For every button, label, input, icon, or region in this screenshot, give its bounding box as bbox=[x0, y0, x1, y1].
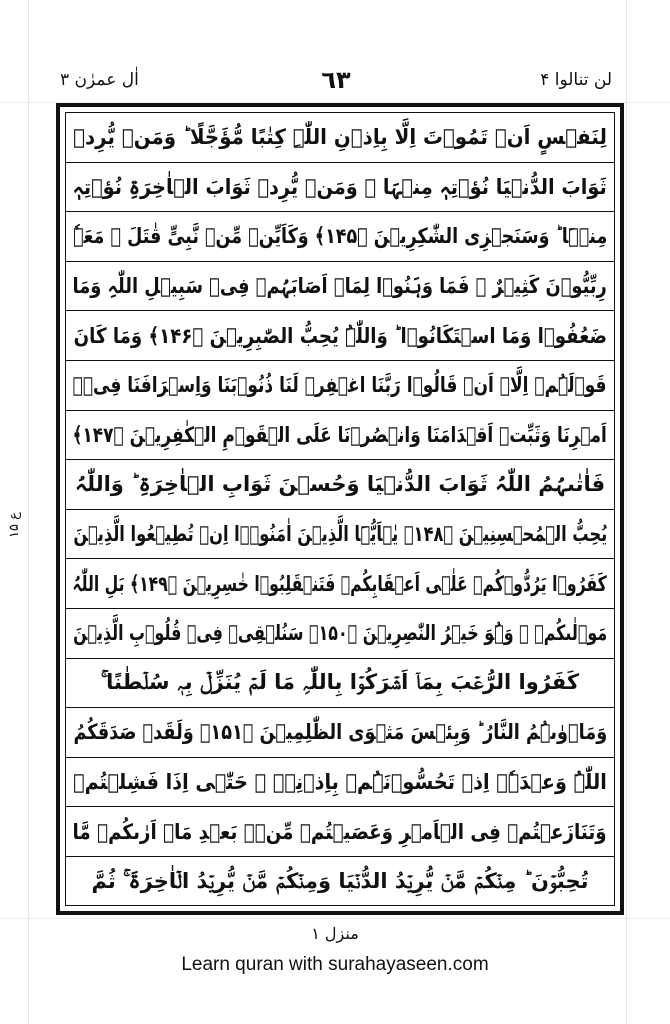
verse-line bbox=[66, 659, 614, 709]
verse-line-text: لِنَفۡسٍ اَنۡ تَمُوۡتَ اِلَّا بِاِذۡنِ اللّٰہِ کِتٰبًا مُّؤَجَّلًا ؕ وَمَنۡ یُّرِدۡ bbox=[73, 125, 607, 150]
verse-line-text: مَوۡلٰىکُمۡ ۚ وَہُوَ خَیۡرُ النّٰصِرِیۡنَ ﴿۱۵۰﴾ سَنُلۡقِیۡ فِیۡ قُلُوۡبِ الَّذِیۡنَ bbox=[73, 621, 607, 646]
verse-line bbox=[66, 609, 614, 659]
page-fold-right bbox=[626, 0, 627, 1024]
verse-line-text: تُحِبُّوۡنَ ؕ مِنۡکُمۡ مَّنۡ یُّرِیۡدُ الدُّنۡیَا وَمِنۡکُمۡ مَّنۡ یُّرِیۡدُ الۡاٰخِرَۃَ ۚ ثُمَّ bbox=[91, 869, 589, 894]
verse-line-text: فَاٰتٰىہُمُ اللّٰہُ ثَوَابَ الدُّنۡیَا وَحُسۡنَ ثَوَابِ الۡاٰخِرَۃِ ؕ وَاللّٰہُ bbox=[74, 472, 606, 497]
verse-line bbox=[66, 460, 614, 510]
verse-line-text: کَفَرُوۡا یَرُدُّوۡکُمۡ عَلٰۤی اَعۡقَابِکُمۡ فَتَنۡقَلِبُوۡا خٰسِرِیۡنَ ﴿۱۴۹﴾ بَلِ اللّٰہُ bbox=[72, 571, 608, 596]
ruku-marker: ع ۱۵ bbox=[7, 512, 22, 538]
verse-line bbox=[66, 758, 614, 808]
website-credit: Learn quran with surahayaseen.com bbox=[181, 954, 489, 975]
verse-line bbox=[66, 857, 614, 907]
verse-line-text: مِنۡہَا ؕ وَسَنَجۡزِی الشّٰکِرِیۡنَ ﴿۱۴۵﴾ وَکَاَیِّنۡ مِّنۡ نَّبِیٍّ قٰتَلَ ۙ مَعَہٗ bbox=[72, 224, 608, 249]
page-header bbox=[60, 66, 612, 100]
verse-line-text: اللّٰہُ وَعۡدَہٗۤ اِذۡ تَحُسُّوۡنَہُمۡ بِاِذۡنِہٖ ۚ حَتّٰۤی اِذَا فَشِلۡتُمۡ bbox=[73, 770, 607, 795]
verse-line bbox=[66, 311, 614, 361]
verse-line bbox=[66, 807, 614, 857]
verse-line bbox=[66, 262, 614, 312]
manzil-label: منزل ۱ bbox=[311, 924, 359, 943]
verse-line-text: قَوۡلَہُمۡ اِلَّاۤ اَنۡ قَالُوۡا رَبَّنَا اغۡفِرۡ لَنَا ذُنُوۡبَنَا وَاِسۡرَافَنَا فِیۡۤ bbox=[73, 373, 607, 398]
juz-name: لن تنالوا ۴ bbox=[540, 70, 612, 90]
verse-lines bbox=[66, 113, 614, 905]
verse-line bbox=[66, 411, 614, 461]
verse-line bbox=[66, 212, 614, 262]
verse-line-text: رِبِّیُّوۡنَ کَثِیۡرٌ ۚ فَمَا وَہَنُوۡا لِمَاۤ اَصَابَہُمۡ فِیۡ سَبِیۡلِ اللّٰہِ وَمَا bbox=[72, 274, 608, 299]
verse-line-text: کَفَرُوا الرُّعۡبَ بِمَاۤ اَشۡرَکُوۡا بِاللّٰہِ مَا لَمۡ یُنَزِّلۡ بِہٖ سُلۡطٰنًا ۚ bbox=[100, 670, 580, 695]
verse-line bbox=[66, 510, 614, 560]
verse-line-text: ثَوَابَ الدُّنۡیَا نُؤۡتِہٖ مِنۡہَا ۚ وَمَنۡ یُّرِدۡ ثَوَابَ الۡاٰخِرَۃِ نُؤۡتِہٖ bbox=[72, 174, 608, 199]
verse-line-text: یُحِبُّ الۡمُحۡسِنِیۡنَ ﴿۱۴۸﴾ یٰۤاَیُّہَا الَّذِیۡنَ اٰمَنُوۡۤا اِنۡ تُطِیۡعُوا الَّذِیۡنَ bbox=[73, 522, 607, 547]
quran-text-frame bbox=[56, 103, 624, 915]
page-rule-bottom bbox=[0, 918, 670, 919]
verse-line bbox=[66, 708, 614, 758]
verse-line-text: وَمَاۡوٰىہُمُ النَّارُ ؕ وَبِئۡسَ مَثۡوَی الظّٰلِمِیۡنَ ﴿۱۵۱﴾ وَلَقَدۡ صَدَقَکُمُ bbox=[73, 720, 607, 745]
verse-line-text: ضَعُفُوۡا وَمَا اسۡتَکَانُوۡا ؕ وَاللّٰہُ یُحِبُّ الصّٰبِرِیۡنَ ﴿۱۴۶﴾ وَمَا کَانَ bbox=[73, 323, 607, 348]
verse-line-text: وَتَنَازَعۡتُمۡ فِی الۡاَمۡرِ وَعَصَیۡتُمۡ مِّنۡۢ بَعۡدِ مَاۤ اَرٰىکُمۡ مَّا bbox=[72, 819, 608, 844]
verse-line bbox=[66, 361, 614, 411]
page-number: ٦٣ bbox=[321, 66, 351, 94]
verse-line-text: اَمۡرِنَا وَثَبِّتۡ اَقۡدَامَنَا وَانۡصُرۡنَا عَلَی الۡقَوۡمِ الۡکٰفِرِیۡنَ ﴿۱۴۷﴾ bbox=[72, 422, 608, 447]
verse-line bbox=[66, 113, 614, 163]
verse-line bbox=[66, 163, 614, 213]
surah-name: اٰل عمرٰن ۳ bbox=[60, 70, 139, 90]
verse-line bbox=[66, 559, 614, 609]
quran-text-inner-border bbox=[65, 112, 615, 906]
